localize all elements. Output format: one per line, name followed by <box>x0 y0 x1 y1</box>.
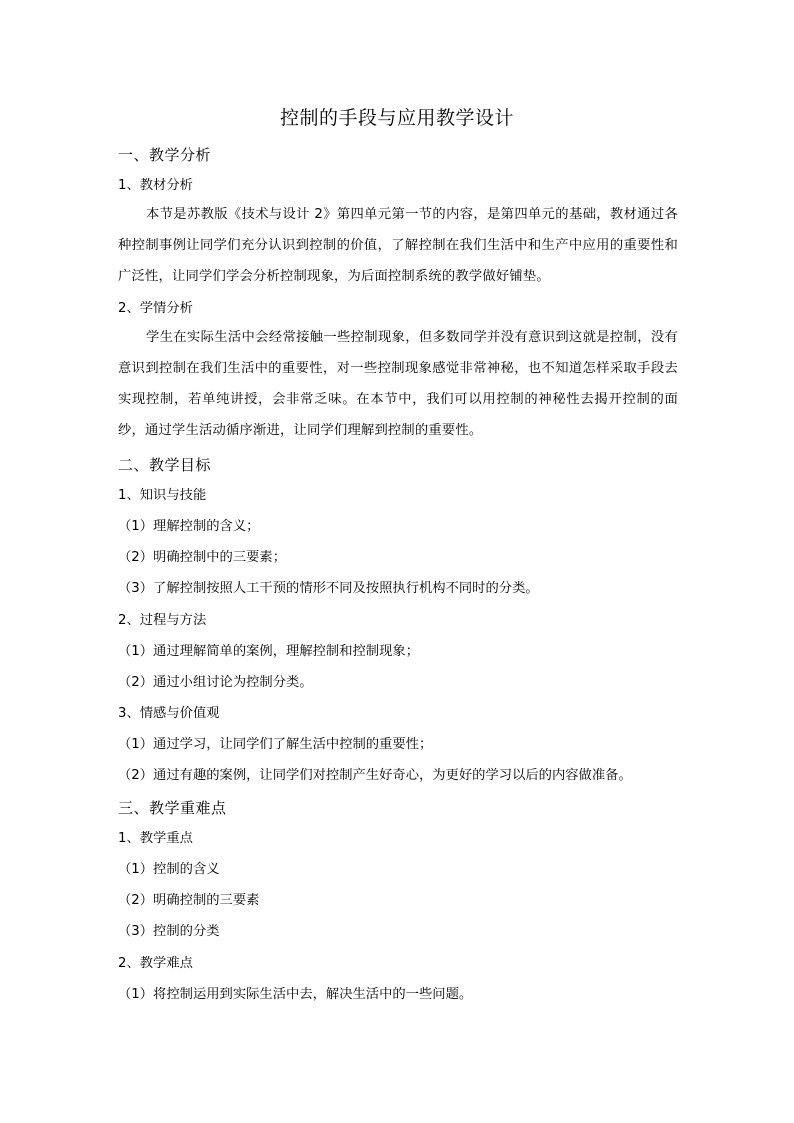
paragraph-student-analysis: 学生在实际生活中会经常接触一些控制现象，但多数同学并没有意识到这就是控制，没有意识到控制在我们生活中的重要性，对一些控制现象感觉非常神秘，也不知道怎样采取手段去实现控制，若单纯讲授，会非常乏味。在本节中，我们可以用控制的神秘性去揭开控制的面纱，通过学生活动循序渐进，让同学们理解到控制的重要性。 <box>118 330 678 438</box>
list-item: （1）通过理解简单的案例，理解控制和控制现象； <box>118 644 419 659</box>
subheading-textbook-analysis: 1、教材分析 <box>118 178 193 193</box>
subheading-teaching-difficulty: 2、教学难点 <box>118 956 193 971</box>
list-item: （2）明确控制中的三要素； <box>118 550 287 565</box>
list-item: （3）了解控制按照人工干预的情形不同及按照执行机构不同时的分类。 <box>118 581 539 596</box>
list-item: （1）通过学习，让同学们了解生活中控制的重要性； <box>118 737 433 752</box>
list-item: （2）通过小组讨论为控制分类。 <box>118 675 313 690</box>
section-heading-objectives: 二、教学目标 <box>118 456 212 474</box>
section-heading-key-points: 三、教学重难点 <box>118 799 227 817</box>
subheading-teaching-focus: 1、教学重点 <box>118 831 193 846</box>
list-item: （3）控制的分类 <box>118 924 220 939</box>
paragraph-textbook-analysis: 本节是苏教版《技术与设计 2》第四单元第一节的内容，是第四单元的基础，教材通过各种控制事例让同学们充分认识到控制的价值，了解控制在我们生活中和生产中应用的重要性和广泛性，让同学们学会分析控制现象，为后面控制系统的教学做好铺垫。 <box>118 207 678 284</box>
subheading-emotion-values: 3、情感与价值观 <box>118 706 220 721</box>
subheading-process-methods: 2、过程与方法 <box>118 613 207 628</box>
section-heading-analysis: 一、教学分析 <box>118 146 212 164</box>
document-title: 控制的手段与应用教学设计 <box>279 107 514 129</box>
list-item: （1）控制的含义 <box>118 862 220 877</box>
list-item: （1）将控制运用到实际生活中去，解决生活中的一些问题。 <box>118 987 473 1002</box>
subheading-knowledge-skills: 1、知识与技能 <box>118 488 207 503</box>
list-item: （2）通过有趣的案例，让同学们对控制产生好奇心，为更好的学习以后的内容做准备。 <box>118 768 632 783</box>
subheading-student-analysis: 2、学情分析 <box>118 301 193 316</box>
list-item: （1）理解控制的含义； <box>118 519 260 534</box>
list-item: （2）明确控制的三要素 <box>118 893 260 908</box>
